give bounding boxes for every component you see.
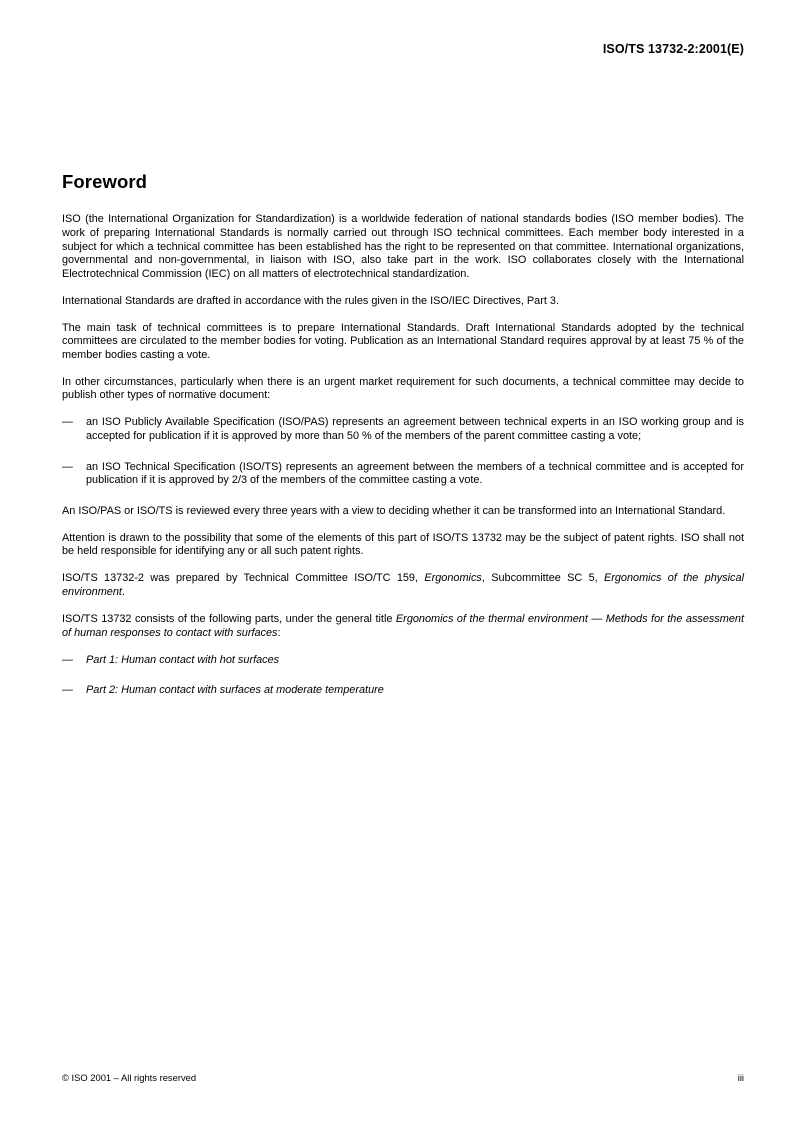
committee-statement-suffix: . — [121, 585, 125, 598]
list-item — [62, 684, 744, 698]
page-number: iii — [737, 1072, 744, 1083]
em-dash-bullet: — — [62, 653, 73, 666]
parts-intro — [62, 613, 744, 640]
foreword-paragraph-3: The main task of technical committees is to prepare International Standards. Draft International Standards adopted by the technical committees are circulated to the member bodies for voting. Publication as an International Standard requires approval by at least 75 % of the member bodies casting a vote. — [62, 321, 744, 361]
list-item-text: an ISO Technical Specification (ISO/TS) represents an agreement between the members of a technical committee and is accepted for publication if it is approved by 2/3 of the members of the committee casting a vote. — [86, 460, 744, 487]
list-item — [62, 416, 744, 443]
foreword-paragraph-1: ISO (the International Organization for Standardization) is a worldwide federation of national standards bodies (ISO member bodies). The work of preparing International Standards is normally carried out through ISO technical committees. Each member body interested in a subject for which a technical committee has been established has the right to be represented on that committee. International organizations, governmental and non-governmental, in liaison with ISO, also take part in the work. ISO collaborates closely with the International Electrotechnical Commission (IEC) on all matters of electrotechnical standardization. — [62, 213, 744, 280]
committee-statement — [62, 572, 744, 599]
list-item-text: Part 2: Human contact with surfaces at moderate temperature — [86, 684, 384, 697]
page-footer — [62, 1072, 744, 1083]
copyright-notice: © ISO 2001 – All rights reserved — [62, 1072, 197, 1083]
committee-statement-italic-subcommittee-title: Ergonomics of the physical environment — [62, 572, 744, 598]
running-header: ISO/TS 13732-2:2001(E) — [602, 42, 744, 56]
list-item-text: Part 1: Human contact with hot surfaces — [86, 653, 280, 666]
parts-intro-italic-title: Ergonomics of the thermal environment — Methods for the assessment of human responses to contact with surfaces — [62, 612, 744, 639]
foreword-paragraph-6: Attention is drawn to the possibility that some of the elements of this part of ISO/TS 13732 may be the subject of patent rights. ISO shall not be held responsible for identifying any or all such patent rights. — [62, 531, 744, 558]
list-item — [62, 654, 744, 668]
list-item-text: an ISO Publicly Available Specification (ISO/PAS) represents an agreement between technical experts in an ISO working group and is accepted for publication if it is approved by more than 50 % of the members of the parent committee casting a vote; — [86, 416, 744, 443]
foreword-paragraph-5: An ISO/PAS or ISO/TS is reviewed every three years with a view to deciding whether it can be transformed into an International Standard. — [62, 504, 726, 517]
parts-intro-suffix: : — [277, 626, 281, 639]
foreword-paragraph-4: In other circumstances, particularly when there is an urgent market requirement for such documents, a technical committee may decide to publish other types of normative document: — [62, 375, 744, 402]
em-dash-bullet: — — [62, 460, 73, 473]
em-dash-bullet: — — [62, 416, 73, 429]
page-title: Foreword — [62, 171, 148, 192]
foreword-paragraph-2: International Standards are drafted in accordance with the rules given in the ISO/IEC Directives, Part 3. — [62, 294, 559, 307]
parts-intro-prefix: ISO/TS 13732 consists of the following parts, under the general title — [62, 612, 396, 625]
em-dash-bullet: — — [62, 684, 73, 697]
committee-statement-middle: , Subcommittee SC 5, — [481, 572, 604, 585]
list-item — [62, 461, 744, 488]
page-content — [62, 172, 744, 711]
committee-statement-italic-ergonomics: Ergonomics — [424, 572, 482, 585]
committee-statement-prefix: ISO/TS 13732-2 was prepared by Technical Committee ISO/TC 159, — [62, 572, 425, 585]
